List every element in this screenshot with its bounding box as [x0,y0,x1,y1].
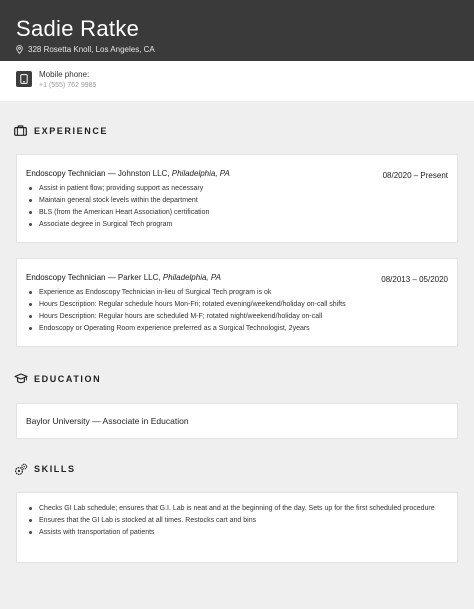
phone-value[interactable]: +1 (555) 762 9985 [39,82,97,89]
skill-item: Checks GI Lab schedule; ensures that G.I. Lab is neat and at the beginning of the day. Sets up for the first scheduled procedure [26,503,446,515]
job-location: Philadelphia, PA [171,169,230,178]
job-role: Endoscopy Technician [26,273,106,282]
job-separator: — [105,273,118,282]
briefcase-icon [14,125,27,136]
resume-header [0,0,474,61]
job-separator: — [105,169,118,178]
skills-title: SKILLS [34,464,76,474]
degree-name: Associate in Education [102,416,189,426]
phone-icon [16,71,32,87]
job-title-line [26,169,230,178]
job-bullet: Experience as Endoscopy Technician in-lieu of Surgical Tech program is ok [26,287,346,299]
job-dates: 08/2013 – 05/2020 [381,275,448,284]
job-title-line [26,273,221,282]
experience-title: EXPERIENCE [34,126,109,136]
education-entry [16,403,458,439]
job-company: Parker LLC, [117,273,161,282]
graduation-cap-icon [14,373,28,385]
skills-bullets [26,503,446,539]
job-bullets [26,183,209,231]
job-role: Endoscopy Technician [26,169,106,178]
education-title: EDUCATION [34,374,102,384]
job-location: Philadelphia, PA [162,273,221,282]
job-bullet: Maintain general stock levels within the department [26,195,209,207]
job-bullet: Hours Description: Regular schedule hours Mon-Fri; rotated evening/weekend/holiday on-call shifts [26,299,346,311]
gears-icon [14,463,28,476]
job-bullets [26,287,346,335]
job-bullet: BLS (from the American Heart Association) certification [26,207,209,219]
job-bullet: Assist in patient flow; providing support as necessary [26,183,209,195]
skills-list-card [16,492,458,563]
address-text: 328 Rosetta Knoll, Los Angeles, CA [28,45,155,54]
job-entry [16,154,458,243]
skill-item: Assists with transportation of patients [26,527,446,539]
job-bullet: Endoscopy or Operating Room experience preferred as a Surgical Technologist, 2years [26,323,346,335]
job-bullet: Hours Description: Regular hours are scheduled M-F; rotated night/weekend/holiday on-call [26,311,346,323]
job-bullet: Associate degree in Surgical Tech program [26,219,209,231]
address-line [16,45,155,54]
job-entry [16,258,458,347]
skill-item: Ensures that the GI Lab is stocked at all times. Restocks cart and bins [26,515,446,527]
education-separator: — [89,416,103,426]
education-line [26,416,189,426]
school-name: Baylor University [26,416,90,426]
job-company: Johnston LLC, [117,169,170,178]
job-dates: 08/2020 – Present [382,171,448,180]
location-pin-icon [16,45,23,54]
candidate-name: Sadie Ratke [16,16,140,41]
contact-bar [0,61,474,101]
phone-label: Mobile phone: [39,70,90,79]
